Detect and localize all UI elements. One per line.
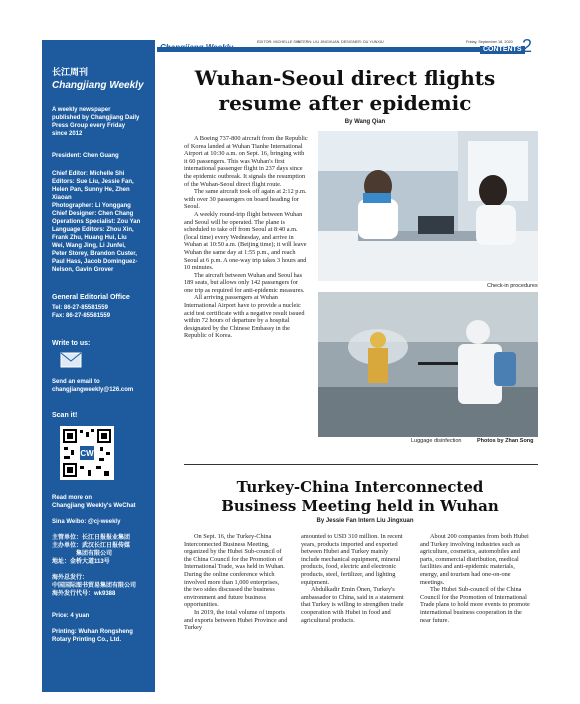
photo-luggage-disinfection (318, 292, 538, 437)
header-editor: EDITOR: MICHELLE SHI (257, 40, 300, 44)
section-divider (184, 464, 538, 465)
sidebar-brand: Changjiang Weekly (52, 80, 144, 91)
article2-col3: About 200 companies from both Hubei and Turkey involving industries such as agriculture, cosmetics, automobiles and parts, commercial distribution, medical facilities and anti-epidemic materials, energy, and tourism had one-on-one meetings. The Hubei Sub-council of the China Council for the Promotion of International Trade plans to hold more events to promote international business cooperation in the near future. (420, 533, 530, 624)
article2-title: Turkey-China Interconnected Business Meeting held in Wuhan (221, 478, 499, 515)
sidebar-masthead (42, 40, 155, 692)
photo-check-in (318, 131, 538, 281)
sidebar-tel: Tel: 86-27-85581559 (52, 305, 108, 311)
sidebar-printing: Printing: Wuhan Rongsheng Rotary Printing Co., Ltd. (52, 629, 133, 643)
article2-col2: amounted to USD 310 million. In recent years, products imported and exported between Hubei and Turkey mainly include mechanical equipment, mineral products, food, electric and electronic products, steel, fertilizer, and lighting equipment. Abdulkadir Emin Önen, Turkey's ambassador to China, said in a statement that Turkey is willing to strengthen trade cooperation with Hubei in food and agricultural products. (301, 533, 404, 624)
sidebar-staff-list: Chief Editor: Michelle Shi Editors: Sue Liu, Jessie Fan, Helen Pan, Sunny He, Zhen Xiaoan Photographer: Li Yonggang Chief Designer: Chen Chang Operations Specialist: Zou Yan Language Editors: Zhou Xin, Frank Zhu, Huang Hui, Liu Wei, Wang Jing, Li Junfei, Peter Storey, Brandon Custer, Paul Hass, Jacob Dominguez- Nelson, Gavin Grover (52, 171, 141, 273)
article2-byline: By Jessie Fan Intern Liu Jingxuan (316, 518, 414, 524)
photo-credit: Photos by Zhan Song (477, 438, 534, 444)
page-number: 2 (522, 36, 533, 56)
article1-title: Wuhan-Seoul direct flights resume after epidemic (194, 66, 496, 115)
sidebar-chinese-title: 长江周刊 (52, 67, 89, 77)
sidebar-wechat-text: Read more on Changjiang Weekly's WeChat (52, 495, 136, 509)
sidebar-weibo: Sina Weibo: @cj-weekly (52, 519, 121, 525)
svg-text:CW: CW (80, 449, 94, 458)
article1-body: A Boeing 737-800 aircraft from the Republic of Korea landed at Wuhan Tianhe International Airport at 10:30 a.m. on Sept. 16, bringing with it 60 passengers. This was Wuhan's first international passenger flight in 237 days since the epidemic outbreak. It signals the resumption of the Wuhan-Seoul direct flight route. The same aircraft took off again at 2:12 p.m. with over 30 passengers on board heading for Seoul. A weekly round-trip flight between Wuhan and Seoul will be operated. The plane is scheduled to take off from Seoul at 8:40 a.m. (local time) every Wednesday, and arrive in Wuhan at 10:50 a.m. (Beijing time); it will leave Wuhan the same day at 1:55 p.m., and reach Seoul at 6 p.m. A one-way trip takes 3 hours and 10 minutes. The aircraft between Wuhan and Seoul has 189 seats, but allows only 142 passengers for one trip as required for anti-epidemic measures. All arriving passengers at Wuhan International Airport have to provide a nucleic acid test certificate with a negative result issued within 72 hours of departure by a hospital designated by the Chinese Embassy in the Republic of Korea. (184, 135, 308, 340)
sidebar-overseas: 海外总发行： 中国国际图书贸易集团有限公司 海外发行代号：wk9388 (52, 575, 137, 597)
sidebar-write-heading: Write to us: (52, 340, 91, 347)
wechat-qr-code[interactable] (60, 426, 114, 480)
header-intern: INTERN: LIU JINGXUAN (297, 40, 340, 44)
article1-byline: By Wang Qian (344, 119, 386, 125)
sidebar-intro: A weekly newspaper published by Changjiang Daily Press Group every Friday since 2012 (52, 107, 140, 137)
sidebar-fax: Fax: 86-27-85581559 (52, 313, 111, 319)
envelope-icon (60, 352, 82, 368)
caption-luggage: Luggage disinfection (411, 438, 462, 444)
sidebar-email[interactable]: Send an email to changjiangweekly@126.com (52, 379, 134, 393)
sidebar-scan-heading: Scan it! (52, 412, 78, 419)
header-date: Friday, September 18, 2020 (466, 40, 513, 44)
sidebar-price: Price: 4 yuan (52, 613, 90, 619)
header-section: CONTENTS (480, 46, 525, 54)
sidebar-office-heading: General Editorial Office (52, 294, 130, 301)
header-rule (157, 47, 520, 52)
caption-check-in: Check-in procedures (487, 283, 538, 289)
header-designer: DESIGNER: DU YUNXIU (341, 40, 384, 44)
sidebar-sponsor: 主管单位：长江日报报业集团 主办单位：武汉长江日报传媒 集团有限公司 地址：金桥大道113号 (52, 535, 131, 565)
sidebar-president: President: Chen Guang (52, 153, 119, 159)
article2-col1: On Sept. 16, the Turkey-China Interconnected Business Meeting, organized by the Hubei Sub-council of the China Council for the Promotion of International Trade, was held in Wuhan. During the online conference which involved more than 1,000 enterprises, the two sides discussed the business environment and future business opportunities. In 2019, the total volume of imports and exports between Hubei Province and Turkey (184, 533, 288, 632)
